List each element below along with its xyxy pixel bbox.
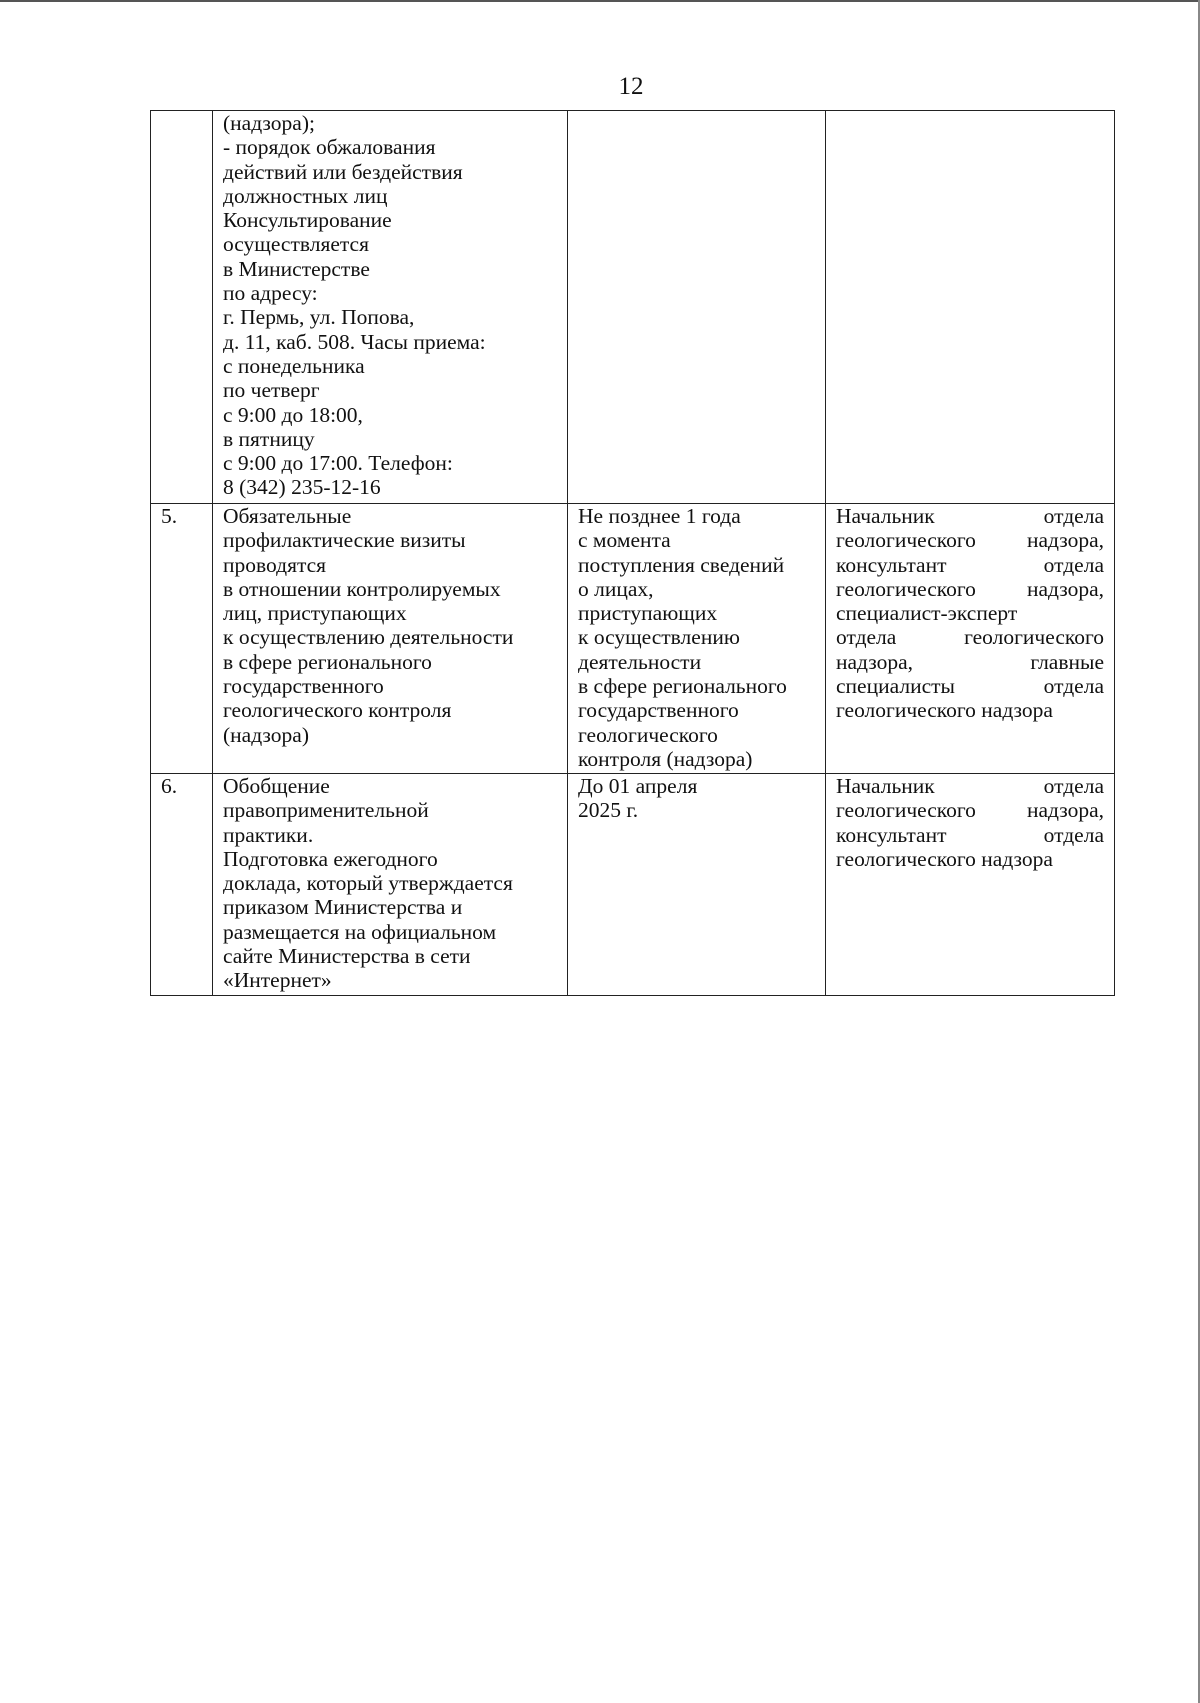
scan-edge-top bbox=[0, 0, 1200, 2]
cell-text-line: в отношении контролируемых bbox=[223, 576, 501, 601]
cell-text-line: государственного bbox=[578, 698, 739, 723]
activities-table bbox=[150, 110, 1115, 996]
deadline-cell bbox=[568, 111, 826, 504]
cell-word: Начальник bbox=[836, 774, 935, 798]
table-row bbox=[151, 504, 1115, 774]
cell-text-line: Обязательные bbox=[223, 504, 352, 528]
cell-text-line: с понедельника bbox=[223, 353, 365, 378]
cell-text-line: должностных лиц bbox=[223, 183, 388, 208]
deadline-cell bbox=[568, 504, 826, 774]
cell-word: отдела bbox=[1043, 774, 1104, 798]
cell-word: геологического bbox=[836, 528, 976, 553]
cell-text-line: деятельности bbox=[578, 649, 702, 674]
cell-text-line bbox=[836, 823, 1104, 847]
cell-text-line: - порядок обжалования bbox=[223, 135, 436, 160]
cell-word: отдела bbox=[1043, 674, 1104, 699]
cell-text-line: Не позднее 1 года bbox=[578, 504, 741, 528]
cell-word: надзора, bbox=[836, 649, 914, 674]
cell-text-line: лиц, приступающих bbox=[223, 601, 407, 626]
activity-cell bbox=[213, 504, 568, 774]
cell-text-line bbox=[836, 553, 1104, 577]
cell-text-line: приступающих bbox=[578, 601, 718, 626]
cell-text-line bbox=[836, 504, 1104, 528]
cell-text-line: 2025 г. bbox=[578, 798, 639, 823]
cell-word: главные bbox=[1030, 649, 1104, 674]
page-number: 12 bbox=[618, 73, 644, 100]
cell-word: отдела bbox=[1043, 552, 1104, 577]
cell-text-line bbox=[836, 774, 1104, 798]
cell-word: отдела bbox=[1043, 504, 1104, 528]
cell-text-line: контроля (надзора) bbox=[578, 746, 753, 771]
activity-cell bbox=[213, 111, 568, 504]
cell-word: специалисты bbox=[836, 674, 955, 699]
table-row bbox=[151, 111, 1115, 504]
cell-text-line: доклада, который утверждается bbox=[223, 871, 513, 896]
cell-text-line: (надзора); bbox=[223, 111, 315, 135]
cell-text-line: в Министерстве bbox=[223, 256, 370, 281]
cell-text-line: о лицах, bbox=[578, 576, 654, 601]
cell-text-line: До 01 апреля bbox=[578, 774, 698, 798]
cell-text-line: Обобщение bbox=[223, 774, 330, 798]
cell-text-line: геологического bbox=[578, 722, 718, 747]
cell-text-line: (надзора) bbox=[223, 722, 309, 747]
cell-text-line: размещается на официальном bbox=[223, 919, 497, 944]
cell-text-line bbox=[836, 528, 1104, 552]
cell-word: отдела bbox=[836, 625, 897, 650]
cell-text-line: с 9:00 до 18:00, bbox=[223, 402, 363, 427]
cell-text-line bbox=[836, 650, 1104, 674]
cell-word: геологического bbox=[836, 798, 976, 823]
cell-text-line bbox=[836, 601, 1104, 625]
deadline-cell bbox=[568, 774, 826, 996]
cell-text-line: по адресу: bbox=[223, 281, 318, 306]
row-number: 5. bbox=[161, 504, 178, 528]
activity-cell bbox=[213, 774, 568, 996]
cell-text-line bbox=[836, 798, 1104, 822]
cell-text-line: в сфере регионального bbox=[223, 649, 432, 674]
responsible-cell bbox=[826, 774, 1115, 996]
cell-text-line: Подготовка ежегодного bbox=[223, 846, 438, 871]
cell-text-line: Консультирование bbox=[223, 208, 392, 233]
cell-text-line: осуществляется bbox=[223, 232, 369, 257]
cell-text-line: в пятницу bbox=[223, 426, 315, 451]
cell-text-line: с момента bbox=[578, 528, 671, 553]
cell-text-line: профилактические визиты bbox=[223, 528, 466, 553]
cell-word: геологического bbox=[964, 625, 1104, 650]
cell-text-line: проводятся bbox=[223, 552, 327, 577]
cell-word: геологического надзора bbox=[836, 846, 1053, 871]
cell-word: надзора, bbox=[1026, 576, 1104, 601]
row-number-cell bbox=[151, 504, 213, 774]
cell-text-line: действий или бездействия bbox=[223, 159, 463, 184]
cell-text-line: государственного bbox=[223, 674, 384, 699]
row-number-cell bbox=[151, 774, 213, 996]
cell-text-line: по четверг bbox=[223, 378, 320, 403]
cell-text-line: к осуществлению деятельности bbox=[223, 625, 514, 650]
cell-word: геологического надзора bbox=[836, 698, 1053, 723]
cell-text-line bbox=[836, 625, 1104, 649]
row-number-cell bbox=[151, 111, 213, 504]
cell-text-line: д. 11, каб. 508. Часы приема: bbox=[223, 329, 486, 354]
cell-word: специалист-эксперт bbox=[836, 601, 1018, 626]
cell-word: отдела bbox=[1043, 822, 1104, 847]
cell-text-line: сайте Министерства в сети bbox=[223, 944, 471, 969]
cell-text-line bbox=[836, 847, 1104, 871]
row-number: 6. bbox=[161, 774, 178, 798]
cell-text-line: практики. bbox=[223, 822, 314, 847]
cell-text-line: геологического контроля bbox=[223, 698, 452, 723]
table-row bbox=[151, 774, 1115, 996]
cell-word: надзора, bbox=[1026, 798, 1104, 823]
cell-text-line bbox=[836, 698, 1104, 722]
cell-text-line: с 9:00 до 17:00. Телефон: bbox=[223, 451, 453, 476]
cell-text-line bbox=[836, 577, 1104, 601]
cell-text-line: к осуществлению bbox=[578, 625, 740, 650]
cell-text-line: правоприменительной bbox=[223, 798, 429, 823]
cell-text-line: г. Пермь, ул. Попова, bbox=[223, 305, 415, 330]
cell-text-line: «Интернет» bbox=[223, 968, 332, 993]
cell-word: Начальник bbox=[836, 504, 935, 528]
responsible-cell bbox=[826, 504, 1115, 774]
cell-text-line: в сфере регионального bbox=[578, 674, 787, 699]
cell-text-line: поступления сведений bbox=[578, 552, 785, 577]
cell-text-line bbox=[836, 674, 1104, 698]
cell-text-line: приказом Министерства и bbox=[223, 895, 463, 920]
cell-text-line: 8 (342) 235-12-16 bbox=[223, 475, 381, 500]
cell-word: консультант bbox=[836, 552, 947, 577]
cell-word: геологического bbox=[836, 576, 976, 601]
cell-word: надзора, bbox=[1026, 528, 1104, 553]
cell-word: консультант bbox=[836, 822, 947, 847]
responsible-cell bbox=[826, 111, 1115, 504]
